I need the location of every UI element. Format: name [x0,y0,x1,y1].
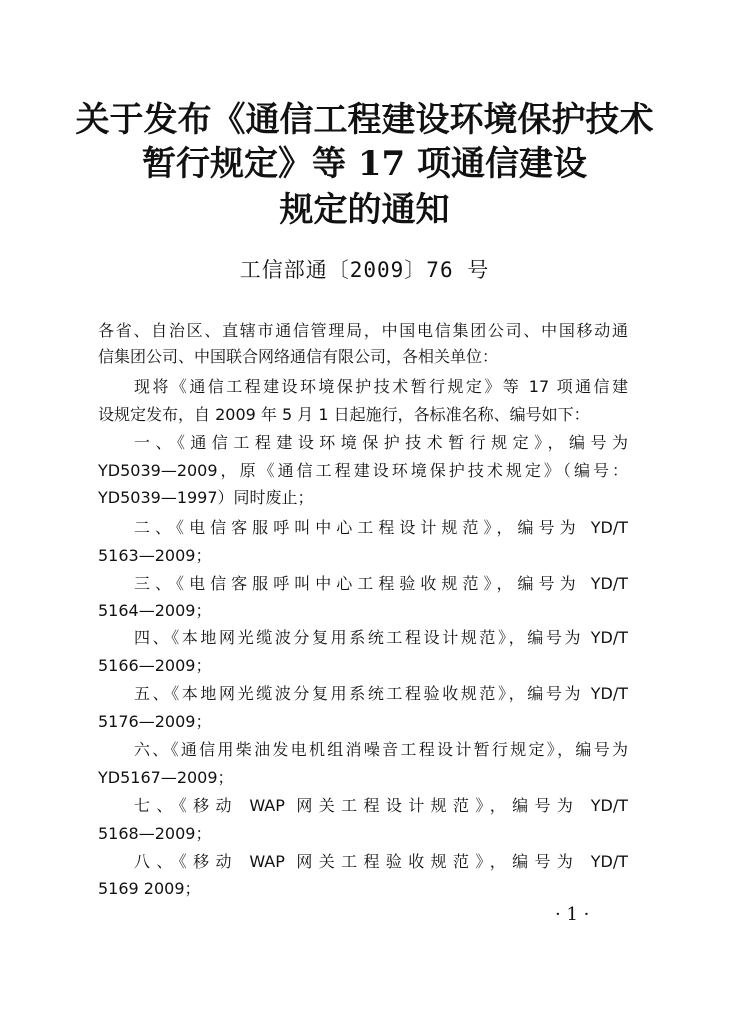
body-line: 七、《移动 WAP 网关工程设计规范》，编号为 YD/T [134,796,628,815]
title-line-2: 暂行规定》等 17 项通信建设 [142,144,587,184]
body-line: 四、《本地网光缆波分复用系统工程设计规范》，编号为 YD/T [134,628,628,647]
body-line: 六、《通信用柴油发电机组消噪音工程设计暂行规定》，编号为 [134,740,628,759]
title-line-1: 关于发布《通信工程建设环境保护技术 [75,100,654,140]
title-line-3: 规定的通知 [279,190,450,230]
body-line: 5166—2009； [98,656,212,675]
body-line: YD5039—1997）同时废止； [98,488,314,507]
body-line: 二、《电信客服呼叫中心工程设计规范》，编号为 YD/T [134,518,628,537]
body-line: YD5039—2009，原《通信工程建设环境保护技术规定》（编号： [98,461,628,480]
document-number: 工信部通〔2009〕76 号 [239,258,490,282]
body-line: 五、《本地网光缆波分复用系统工程验收规范》，编号为 YD/T [134,684,628,703]
body-line: 5176—2009； [98,712,212,731]
body-line: 5164—2009； [98,601,212,620]
body-line: 5163—2009； [98,546,212,565]
body-line: 设规定发布，自 2009 年 5 月 1 日起施行，各标准名称、编号如下： [98,405,590,424]
body-line: YD5167—2009； [98,768,234,787]
body-line: 5168—2009； [98,824,212,843]
body-line: 各省、自治区、直辖市通信管理局，中国电信集团公司、中国移动通 [98,321,628,340]
body-line: 现将《通信工程建设环境保护技术暂行规定》等 17 项通信建 [134,377,628,396]
page-number: · 1 · [555,904,590,925]
body-line: 三、《电信客服呼叫中心工程验收规范》，编号为 YD/T [134,574,628,593]
body-line: 信集团公司、中国联合网络通信有限公司，各相关单位： [98,347,499,366]
body-line: 八、《移动 WAP 网关工程验收规范》，编号为 YD/T [134,852,628,871]
body-line: 5169 2009； [98,879,201,898]
body-line: 一、《通信工程建设环境保护技术暂行规定》，编号为 [134,433,628,452]
